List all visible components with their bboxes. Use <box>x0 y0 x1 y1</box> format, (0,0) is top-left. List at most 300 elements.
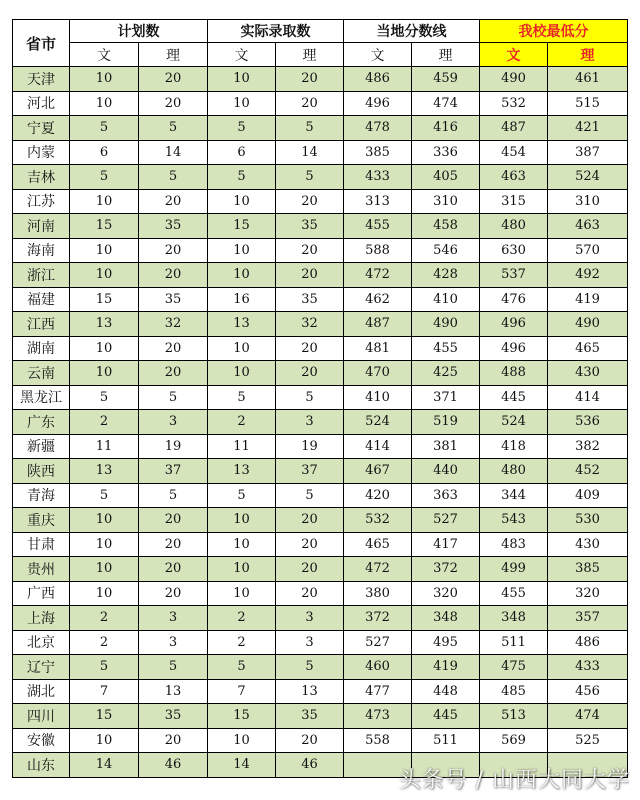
cell-local-li: 546 <box>412 238 480 263</box>
cell-plan-wen: 15 <box>70 704 139 729</box>
cell-actual-wen: 10 <box>208 336 276 361</box>
cell-local-li: 348 <box>412 606 480 631</box>
cell-plan-li: 5 <box>139 385 208 410</box>
cell-local-li: 474 <box>412 91 480 116</box>
cell-school-li: 421 <box>548 116 628 141</box>
cell-plan-wen: 5 <box>70 483 139 508</box>
cell-actual-wen: 11 <box>208 434 276 459</box>
cell-plan-wen: 5 <box>70 165 139 190</box>
table-row <box>13 312 628 337</box>
cell-actual-li: 20 <box>276 336 344 361</box>
cell-actual-li: 20 <box>276 189 344 214</box>
cell-plan-wen: 2 <box>70 606 139 631</box>
header-actual: 实际录取数 <box>208 20 344 43</box>
cell-actual-wen: 10 <box>208 67 276 92</box>
cell-local-li: 425 <box>412 361 480 386</box>
cell-local-li: 363 <box>412 483 480 508</box>
cell-school-wen: 569 <box>480 728 548 753</box>
cell-actual-wen: 5 <box>208 165 276 190</box>
cell-plan-wen: 14 <box>70 753 139 778</box>
cell-actual-li: 19 <box>276 434 344 459</box>
header-sub-li: 理 <box>412 43 480 67</box>
cell-plan-wen: 5 <box>70 116 139 141</box>
table-row <box>13 287 628 312</box>
cell-plan-wen: 7 <box>70 679 139 704</box>
cell-school-wen: 445 <box>480 385 548 410</box>
cell-local-wen: 496 <box>344 91 412 116</box>
cell-plan-li: 20 <box>139 581 208 606</box>
cell-school-li: 474 <box>548 704 628 729</box>
cell-local-wen: 481 <box>344 336 412 361</box>
cell-plan-wen: 5 <box>70 385 139 410</box>
cell-school-li: 382 <box>548 434 628 459</box>
cell-local-wen: 477 <box>344 679 412 704</box>
cell-province: 浙江 <box>13 263 70 288</box>
table-row <box>13 238 628 263</box>
cell-local-li: 417 <box>412 532 480 557</box>
cell-local-li: 490 <box>412 312 480 337</box>
cell-actual-wen: 16 <box>208 287 276 312</box>
cell-school-li: 430 <box>548 532 628 557</box>
cell-actual-li: 5 <box>276 116 344 141</box>
cell-school-li: 465 <box>548 336 628 361</box>
cell-school-li: 414 <box>548 385 628 410</box>
cell-school-wen: 630 <box>480 238 548 263</box>
cell-local-wen: 588 <box>344 238 412 263</box>
cell-school-li: 490 <box>548 312 628 337</box>
cell-actual-li: 3 <box>276 630 344 655</box>
cell-local-wen: 473 <box>344 704 412 729</box>
cell-plan-li: 5 <box>139 116 208 141</box>
cell-province: 河南 <box>13 214 70 239</box>
cell-province: 贵州 <box>13 557 70 582</box>
cell-local-li: 495 <box>412 630 480 655</box>
cell-school-wen: 480 <box>480 459 548 484</box>
cell-plan-wen: 10 <box>70 67 139 92</box>
cell-actual-li: 20 <box>276 557 344 582</box>
cell-actual-li: 35 <box>276 214 344 239</box>
cell-actual-wen: 10 <box>208 508 276 533</box>
cell-actual-li: 3 <box>276 410 344 435</box>
cell-plan-li: 35 <box>139 214 208 239</box>
cell-school-wen: 483 <box>480 532 548 557</box>
table-row <box>13 91 628 116</box>
cell-school-li: 461 <box>548 67 628 92</box>
cell-plan-li: 32 <box>139 312 208 337</box>
cell-school-li: 570 <box>548 238 628 263</box>
header-sub-li: 理 <box>548 43 628 67</box>
cell-local-li: 440 <box>412 459 480 484</box>
cell-actual-wen: 2 <box>208 630 276 655</box>
cell-actual-wen: 10 <box>208 557 276 582</box>
cell-local-wen: 414 <box>344 434 412 459</box>
cell-plan-wen: 10 <box>70 263 139 288</box>
cell-actual-wen: 15 <box>208 704 276 729</box>
table-row <box>13 508 628 533</box>
table-row <box>13 704 628 729</box>
cell-province: 湖南 <box>13 336 70 361</box>
cell-school-wen: 315 <box>480 189 548 214</box>
header-plan: 计划数 <box>70 20 208 43</box>
cell-local-li: 416 <box>412 116 480 141</box>
cell-actual-wen: 5 <box>208 385 276 410</box>
cell-actual-li: 20 <box>276 532 344 557</box>
cell-province: 陕西 <box>13 459 70 484</box>
cell-plan-wen: 5 <box>70 655 139 680</box>
cell-plan-li: 46 <box>139 753 208 778</box>
table-row <box>13 459 628 484</box>
cell-plan-li: 3 <box>139 630 208 655</box>
cell-school-li: 387 <box>548 140 628 165</box>
cell-province: 重庆 <box>13 508 70 533</box>
cell-local-li: 459 <box>412 67 480 92</box>
cell-plan-wen: 15 <box>70 287 139 312</box>
table-row <box>13 116 628 141</box>
cell-actual-li: 20 <box>276 508 344 533</box>
table-row <box>13 67 628 92</box>
cell-plan-wen: 2 <box>70 410 139 435</box>
cell-local-li: 320 <box>412 581 480 606</box>
cell-school-wen: 524 <box>480 410 548 435</box>
cell-province: 黑龙江 <box>13 385 70 410</box>
cell-plan-wen: 6 <box>70 140 139 165</box>
cell-local-wen: 472 <box>344 557 412 582</box>
header-sub-li: 理 <box>276 43 344 67</box>
cell-province: 海南 <box>13 238 70 263</box>
cell-plan-li: 20 <box>139 263 208 288</box>
cell-plan-wen: 10 <box>70 336 139 361</box>
cell-local-li: 448 <box>412 679 480 704</box>
cell-plan-wen: 10 <box>70 532 139 557</box>
cell-province: 江苏 <box>13 189 70 214</box>
cell-province: 辽宁 <box>13 655 70 680</box>
cell-actual-li: 20 <box>276 263 344 288</box>
table-body <box>13 67 628 778</box>
cell-local-li: 371 <box>412 385 480 410</box>
cell-plan-wen: 13 <box>70 312 139 337</box>
cell-plan-li: 13 <box>139 679 208 704</box>
cell-school-wen: 488 <box>480 361 548 386</box>
cell-local-wen: 524 <box>344 410 412 435</box>
cell-plan-wen: 15 <box>70 214 139 239</box>
cell-local-wen: 455 <box>344 214 412 239</box>
header-sub-wen: 文 <box>344 43 412 67</box>
cell-local-li: 428 <box>412 263 480 288</box>
cell-school-li: 492 <box>548 263 628 288</box>
cell-plan-li: 5 <box>139 655 208 680</box>
admission-table <box>12 19 628 778</box>
cell-local-wen: 313 <box>344 189 412 214</box>
table-row <box>13 410 628 435</box>
cell-local-li: 310 <box>412 189 480 214</box>
cell-local-li: 381 <box>412 434 480 459</box>
cell-actual-wen: 10 <box>208 361 276 386</box>
table-row <box>13 728 628 753</box>
cell-school-li: 385 <box>548 557 628 582</box>
cell-province: 天津 <box>13 67 70 92</box>
cell-plan-li: 5 <box>139 483 208 508</box>
cell-plan-li: 20 <box>139 336 208 361</box>
cell-local-wen: 527 <box>344 630 412 655</box>
cell-province: 甘肃 <box>13 532 70 557</box>
cell-local-li: 372 <box>412 557 480 582</box>
header-school-min: 我校最低分 <box>480 20 628 43</box>
cell-province: 湖北 <box>13 679 70 704</box>
table-row <box>13 165 628 190</box>
cell-actual-li: 32 <box>276 312 344 337</box>
header-local-line: 当地分数线 <box>344 20 480 43</box>
watermark: 头条号 / 山西大同大学 <box>398 768 630 793</box>
cell-province: 内蒙 <box>13 140 70 165</box>
cell-actual-li: 35 <box>276 287 344 312</box>
cell-school-wen: 418 <box>480 434 548 459</box>
cell-plan-li: 20 <box>139 361 208 386</box>
cell-province: 广西 <box>13 581 70 606</box>
table-row <box>13 263 628 288</box>
cell-school-wen: 496 <box>480 336 548 361</box>
cell-plan-li: 20 <box>139 532 208 557</box>
table-row <box>13 532 628 557</box>
cell-actual-li: 13 <box>276 679 344 704</box>
cell-local-li: 336 <box>412 140 480 165</box>
cell-province: 吉林 <box>13 165 70 190</box>
cell-plan-wen: 10 <box>70 557 139 582</box>
cell-plan-wen: 10 <box>70 238 139 263</box>
table-row <box>13 361 628 386</box>
cell-local-li: 445 <box>412 704 480 729</box>
table-row <box>13 679 628 704</box>
header-sub-wen: 文 <box>208 43 276 67</box>
cell-local-li: 410 <box>412 287 480 312</box>
cell-school-wen: 463 <box>480 165 548 190</box>
cell-local-wen: 385 <box>344 140 412 165</box>
cell-actual-wen: 13 <box>208 459 276 484</box>
cell-actual-li: 20 <box>276 581 344 606</box>
cell-plan-wen: 13 <box>70 459 139 484</box>
cell-actual-wen: 10 <box>208 189 276 214</box>
cell-actual-wen: 14 <box>208 753 276 778</box>
cell-actual-wen: 5 <box>208 116 276 141</box>
table-row <box>13 557 628 582</box>
cell-local-li: 527 <box>412 508 480 533</box>
header-sub-wen: 文 <box>70 43 139 67</box>
cell-school-wen: 344 <box>480 483 548 508</box>
cell-actual-li: 35 <box>276 704 344 729</box>
cell-actual-wen: 10 <box>208 263 276 288</box>
cell-plan-li: 20 <box>139 67 208 92</box>
cell-plan-li: 19 <box>139 434 208 459</box>
cell-local-wen: 465 <box>344 532 412 557</box>
cell-plan-li: 20 <box>139 238 208 263</box>
cell-plan-wen: 10 <box>70 728 139 753</box>
cell-school-li: 456 <box>548 679 628 704</box>
table-row <box>13 189 628 214</box>
cell-school-wen: 490 <box>480 67 548 92</box>
table-row <box>13 214 628 239</box>
cell-school-li: 525 <box>548 728 628 753</box>
cell-school-wen: 513 <box>480 704 548 729</box>
cell-actual-li: 5 <box>276 385 344 410</box>
cell-actual-wen: 10 <box>208 91 276 116</box>
cell-plan-wen: 10 <box>70 91 139 116</box>
cell-local-li: 455 <box>412 336 480 361</box>
cell-local-wen: 460 <box>344 655 412 680</box>
cell-plan-wen: 2 <box>70 630 139 655</box>
cell-plan-li: 14 <box>139 140 208 165</box>
cell-plan-li: 35 <box>139 704 208 729</box>
cell-actual-wen: 6 <box>208 140 276 165</box>
cell-school-wen: 487 <box>480 116 548 141</box>
cell-plan-li: 20 <box>139 557 208 582</box>
cell-actual-wen: 2 <box>208 606 276 631</box>
cell-plan-li: 3 <box>139 410 208 435</box>
cell-actual-li: 20 <box>276 91 344 116</box>
cell-plan-li: 20 <box>139 189 208 214</box>
cell-local-wen: 380 <box>344 581 412 606</box>
cell-local-li: 419 <box>412 655 480 680</box>
cell-plan-li: 5 <box>139 165 208 190</box>
cell-school-li: 463 <box>548 214 628 239</box>
cell-plan-wen: 10 <box>70 508 139 533</box>
cell-province: 上海 <box>13 606 70 631</box>
cell-province: 四川 <box>13 704 70 729</box>
cell-school-li: 433 <box>548 655 628 680</box>
cell-school-li: 310 <box>548 189 628 214</box>
cell-local-wen: 372 <box>344 606 412 631</box>
cell-province: 广东 <box>13 410 70 435</box>
table-row <box>13 581 628 606</box>
cell-province: 河北 <box>13 91 70 116</box>
cell-school-li: 452 <box>548 459 628 484</box>
cell-actual-li: 20 <box>276 238 344 263</box>
cell-actual-li: 3 <box>276 606 344 631</box>
cell-school-li: 530 <box>548 508 628 533</box>
cell-actual-wen: 10 <box>208 532 276 557</box>
cell-province: 安徽 <box>13 728 70 753</box>
cell-school-wen: 543 <box>480 508 548 533</box>
cell-province: 福建 <box>13 287 70 312</box>
cell-plan-wen: 10 <box>70 361 139 386</box>
cell-plan-li: 20 <box>139 508 208 533</box>
cell-plan-li: 20 <box>139 728 208 753</box>
cell-actual-li: 46 <box>276 753 344 778</box>
cell-plan-li: 37 <box>139 459 208 484</box>
cell-plan-li: 35 <box>139 287 208 312</box>
cell-province: 山东 <box>13 753 70 778</box>
cell-local-wen: 410 <box>344 385 412 410</box>
cell-school-li: 536 <box>548 410 628 435</box>
cell-local-wen: 532 <box>344 508 412 533</box>
cell-actual-li: 20 <box>276 728 344 753</box>
cell-actual-wen: 5 <box>208 655 276 680</box>
table-row <box>13 483 628 508</box>
cell-actual-wen: 15 <box>208 214 276 239</box>
cell-school-li: 357 <box>548 606 628 631</box>
cell-local-wen: 558 <box>344 728 412 753</box>
cell-local-wen: 467 <box>344 459 412 484</box>
header-sub-wen: 文 <box>480 43 548 67</box>
cell-local-li: 519 <box>412 410 480 435</box>
cell-school-wen: 499 <box>480 557 548 582</box>
header-province: 省市 <box>13 20 70 67</box>
table-row <box>13 140 628 165</box>
cell-actual-wen: 10 <box>208 728 276 753</box>
cell-school-wen: 348 <box>480 606 548 631</box>
cell-school-li: 320 <box>548 581 628 606</box>
cell-actual-wen: 10 <box>208 581 276 606</box>
cell-local-wen: 487 <box>344 312 412 337</box>
cell-province: 江西 <box>13 312 70 337</box>
cell-school-li: 515 <box>548 91 628 116</box>
cell-actual-wen: 13 <box>208 312 276 337</box>
cell-local-li: 458 <box>412 214 480 239</box>
cell-actual-li: 14 <box>276 140 344 165</box>
cell-school-wen: 476 <box>480 287 548 312</box>
table-row <box>13 630 628 655</box>
cell-actual-li: 5 <box>276 483 344 508</box>
table-row <box>13 655 628 680</box>
cell-province: 新疆 <box>13 434 70 459</box>
cell-plan-wen: 10 <box>70 581 139 606</box>
cell-actual-li: 5 <box>276 655 344 680</box>
cell-plan-wen: 11 <box>70 434 139 459</box>
cell-school-li: 486 <box>548 630 628 655</box>
cell-actual-li: 20 <box>276 361 344 386</box>
cell-province: 云南 <box>13 361 70 386</box>
cell-actual-wen: 7 <box>208 679 276 704</box>
cell-actual-li: 20 <box>276 67 344 92</box>
cell-school-wen: 532 <box>480 91 548 116</box>
cell-school-wen: 455 <box>480 581 548 606</box>
header-sub-li: 理 <box>139 43 208 67</box>
cell-actual-wen: 2 <box>208 410 276 435</box>
table-row <box>13 434 628 459</box>
cell-local-wen: 486 <box>344 67 412 92</box>
cell-actual-li: 5 <box>276 165 344 190</box>
cell-school-li: 419 <box>548 287 628 312</box>
cell-school-li: 524 <box>548 165 628 190</box>
cell-local-li: 405 <box>412 165 480 190</box>
cell-actual-li: 37 <box>276 459 344 484</box>
table-row <box>13 606 628 631</box>
cell-province: 青海 <box>13 483 70 508</box>
cell-province: 宁夏 <box>13 116 70 141</box>
cell-local-wen: 472 <box>344 263 412 288</box>
cell-school-li: 409 <box>548 483 628 508</box>
cell-school-wen: 485 <box>480 679 548 704</box>
cell-school-wen: 454 <box>480 140 548 165</box>
cell-local-wen: 420 <box>344 483 412 508</box>
cell-school-wen: 480 <box>480 214 548 239</box>
cell-plan-li: 20 <box>139 91 208 116</box>
cell-school-wen: 511 <box>480 630 548 655</box>
cell-province: 北京 <box>13 630 70 655</box>
cell-plan-li: 3 <box>139 606 208 631</box>
cell-school-wen: 537 <box>480 263 548 288</box>
cell-school-wen: 475 <box>480 655 548 680</box>
cell-local-wen: 462 <box>344 287 412 312</box>
table-row <box>13 385 628 410</box>
cell-local-wen: 470 <box>344 361 412 386</box>
cell-local-li: 511 <box>412 728 480 753</box>
table-row <box>13 336 628 361</box>
cell-plan-wen: 10 <box>70 189 139 214</box>
cell-local-wen: 433 <box>344 165 412 190</box>
cell-school-li: 430 <box>548 361 628 386</box>
cell-local-wen: 478 <box>344 116 412 141</box>
cell-actual-wen: 5 <box>208 483 276 508</box>
cell-actual-wen: 10 <box>208 238 276 263</box>
